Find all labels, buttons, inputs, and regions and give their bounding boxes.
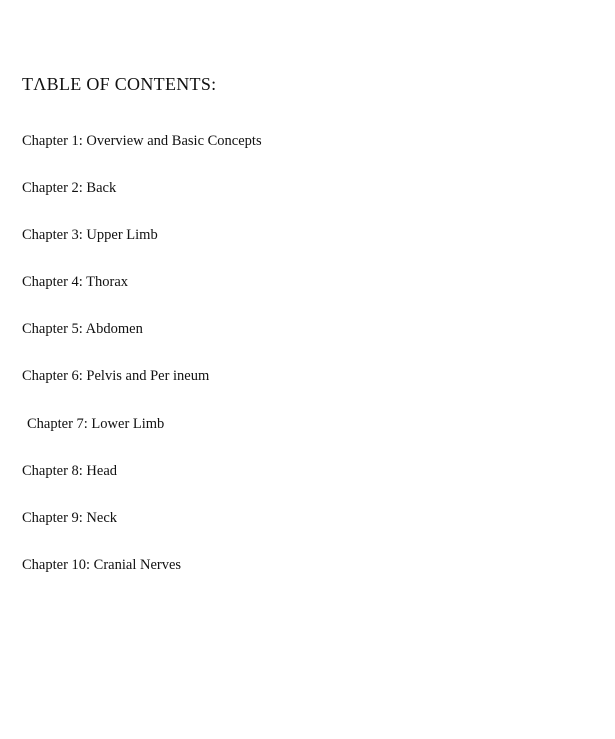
chapter-item: Chapter 7: Lower Limb (27, 415, 165, 432)
chapter-item: Chapter 5: Abdomen (22, 321, 143, 338)
chapter-item: Chapter 4: Thorax (22, 274, 129, 291)
chapter-item: Chapter 8: Head (22, 462, 118, 479)
chapter-item: Chapter 3: Upper Limb (22, 227, 158, 244)
chapter-item: Chapter 10: Cranial Nerves (22, 556, 182, 573)
chapter-item: Chapter 9: Neck (22, 509, 118, 526)
chapter-item: Chapter 2: Back (22, 180, 117, 197)
chapter-item: Chapter 6: Pelvis and Per ineum (22, 368, 210, 385)
toc-title: TΛBLE OF CONTENTS: (22, 74, 217, 94)
chapter-list (22, 131, 262, 602)
chapter-item: Chapter 1: Overview and Basic Concepts (22, 133, 262, 149)
